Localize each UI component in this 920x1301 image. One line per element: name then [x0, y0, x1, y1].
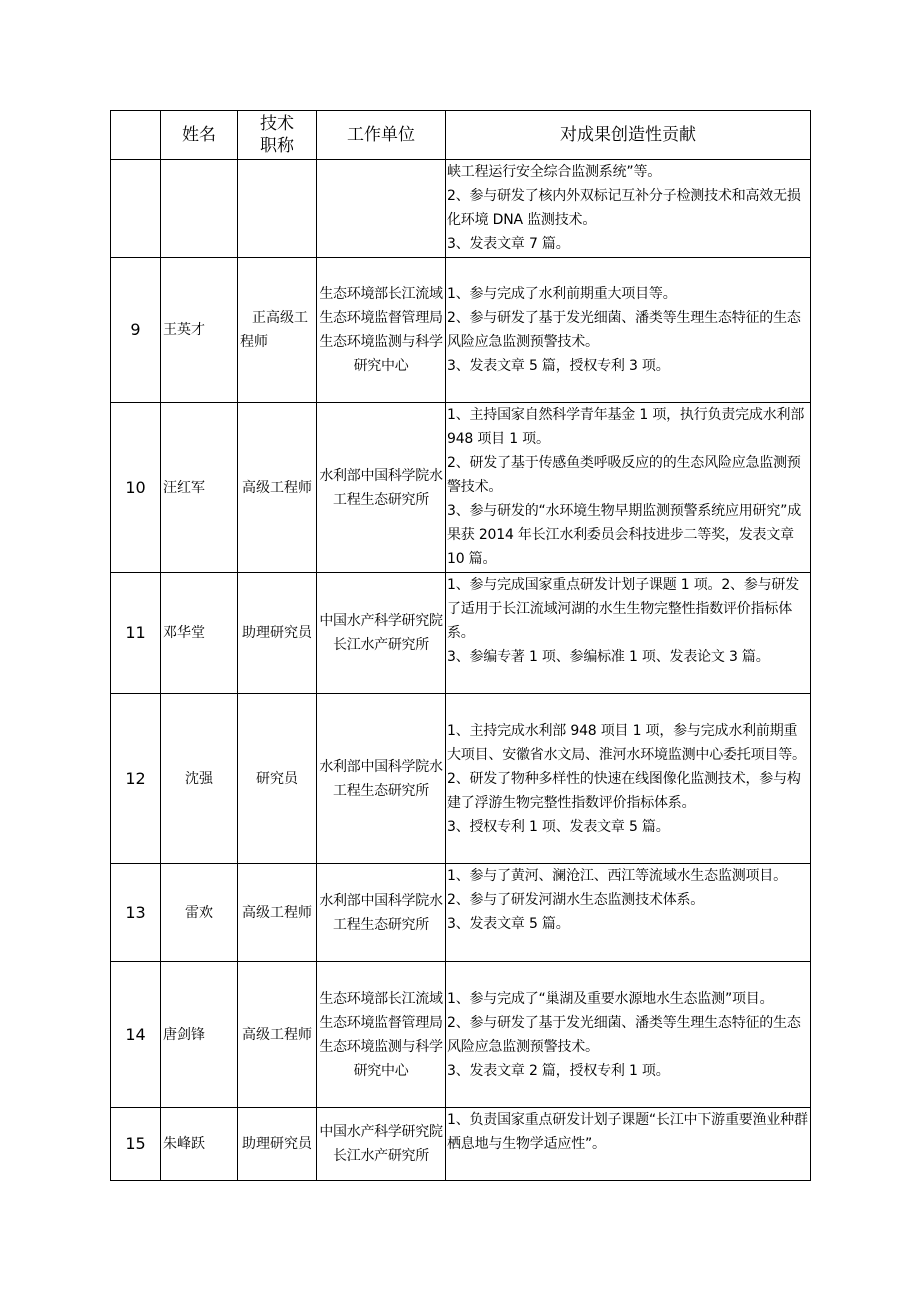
row-contribution: [446, 160, 811, 258]
row-number: 9: [111, 258, 161, 403]
row-name: 沈强: [161, 694, 238, 864]
row-contribution: [446, 962, 811, 1108]
row-title: 高级工程师: [238, 962, 317, 1108]
row-title: [238, 160, 317, 258]
row-number: 11: [111, 573, 161, 694]
contribution-line: 3、发表文章 5 篇，授权专利 3 项。: [447, 358, 670, 374]
row-unit: 中国水产科学研究院长江水产研究所: [317, 1108, 446, 1181]
row-number: 10: [111, 403, 161, 573]
row-unit: [317, 160, 446, 258]
row-title: 助理研究员: [238, 573, 317, 694]
contribution-line: 1、参与完成了“巢湖及重要水源地水生态监测”项目。: [447, 990, 774, 1007]
row-contribution: [446, 864, 811, 962]
contribution-line: 1、负责国家重点研发计划子课题“长江中下游重要渔业种群栖息地与生物学适应性”。: [447, 1112, 808, 1152]
row-number: 14: [111, 962, 161, 1108]
contribution-line: 2、研发了物种多样性的快速在线图像化监测技术，参与构建了浮游生物完整性指数评价指标体系。: [447, 770, 801, 811]
row-unit: 水利部中国科学院水工程生态研究所: [317, 864, 446, 962]
table-row: [111, 160, 811, 258]
contribution-line: 2、研发了基于传感鱼类呼吸反应的的生态风险应急监测预警技术。: [447, 455, 801, 495]
contribution-line: 3、参与研发的“水环境生物早期监测预警系统应用研究”成果获 2014 年长江水利委员会科技进步二等奖，发表文章 10 篇。: [447, 503, 802, 567]
header-unit: 工作单位: [317, 111, 446, 160]
header-number: [111, 111, 161, 160]
row-title: 研究员: [238, 694, 317, 864]
header-row: [111, 111, 811, 160]
contribution-line: 2、参与了研发河湖水生态监测技术体系。: [447, 892, 705, 908]
row-unit: 生态环境部长江流域生态环境监督管理局生态环境监测与科学研究中心: [317, 258, 446, 403]
header-title-line2: 职称: [260, 136, 294, 156]
table-row: [111, 694, 811, 864]
row-name: 汪红军: [161, 403, 238, 573]
row-contribution: [446, 694, 811, 864]
row-unit: 水利部中国科学院水工程生态研究所: [317, 694, 446, 864]
row-name: 邓华堂: [161, 573, 238, 694]
row-name: 王英才: [161, 258, 238, 403]
contribution-line: 3、发表文章 2 篇，授权专利 1 项。: [447, 1062, 670, 1079]
table-row: [111, 573, 811, 694]
row-contribution: [446, 1108, 811, 1181]
row-title: 助理研究员: [238, 1108, 317, 1181]
row-contribution: [446, 403, 811, 573]
row-number: [111, 160, 161, 258]
contribution-line: 2、参与研发了核内外双标记互补分子检测技术和高效无损化环境 DNA 监测技术。: [447, 188, 801, 228]
table-row: [111, 258, 811, 403]
row-name: 唐剑锋: [161, 962, 238, 1108]
header-name: 姓名: [161, 111, 238, 160]
table-row: [111, 864, 811, 962]
contribution-line: 3、发表文章 7 篇。: [447, 236, 570, 252]
row-name: 雷欢: [161, 864, 238, 962]
contribution-line: 3、参编专著 1 项、参编标准 1 项、发表论文 3 篇。: [447, 649, 770, 665]
contribution-line: 3、授权专利 1 项、发表文章 5 篇。: [447, 818, 670, 835]
row-name: 朱峰跃: [161, 1108, 238, 1181]
row-number: 15: [111, 1108, 161, 1181]
row-unit: 水利部中国科学院水工程生态研究所: [317, 403, 446, 573]
table-row: [111, 962, 811, 1108]
table-row: [111, 403, 811, 573]
contribution-line: 1、主持完成水利部 948 项目 1 项，参与完成水利前期重大项目、安徽省水文局、淮河水环境监测中心委托项目等。: [447, 722, 806, 763]
contribution-line: 2、参与研发了基于发光细菌、潘类等生理生态特征的生态风险应急监测预警技术。: [447, 310, 801, 350]
contribution-line: 3、发表文章 5 篇。: [447, 916, 570, 932]
contribution-line: 1、主持国家自然科学青年基金 1 项，执行负责完成水利部 948 项目 1 项。: [447, 407, 809, 447]
row-number: 13: [111, 864, 161, 962]
header-title: [238, 111, 317, 160]
contribution-line: 峡工程运行安全综合监测系统”等。: [447, 164, 662, 180]
header-title-line1: 技术: [260, 114, 294, 134]
row-number: 12: [111, 694, 161, 864]
contribution-line: 1、参与完成了水利前期重大项目等。: [447, 286, 677, 302]
row-unit: 生态环境部长江流域生态环境监督管理局生态环境监测与科学研究中心: [317, 962, 446, 1108]
table-row: [111, 1108, 811, 1181]
row-unit: 中国水产科学研究院长江水产研究所: [317, 573, 446, 694]
row-title: 正高级工程师: [238, 258, 317, 403]
row-title: 高级工程师: [238, 864, 317, 962]
header-contribution: 对成果创造性贡献: [446, 111, 811, 160]
row-name: [161, 160, 238, 258]
contributors-table: [110, 110, 811, 1181]
row-contribution: [446, 258, 811, 403]
row-contribution: [446, 573, 811, 694]
contribution-line: 1、参与了黄河、澜沧江、西江等流域水生态监测项目。: [447, 868, 787, 884]
row-title: 高级工程师: [238, 403, 317, 573]
contribution-line: 2、参与研发了基于发光细菌、潘类等生理生态特征的生态风险应急监测预警技术。: [447, 1014, 801, 1055]
contribution-line: 1、参与完成国家重点研发计划子课题 1 项。2、参与研发了适用于长江流域河湖的水生生物完整性指数评价指标体系。: [447, 577, 800, 641]
